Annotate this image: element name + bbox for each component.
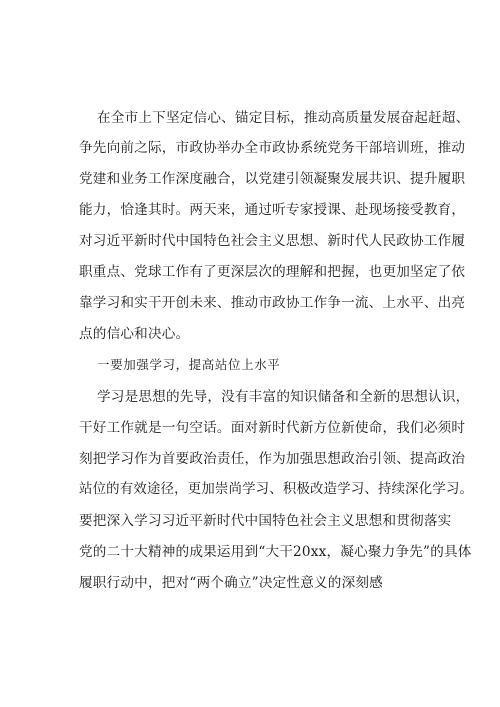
section-heading: 一要加强学习，提高站位上水平 <box>97 357 281 372</box>
paragraph-2-line: 站位的有效途径，更加崇尚学习、积极改造学习、持续深化学习。 <box>79 482 474 497</box>
paragraph-1-line: 在全市上下坚定信心、锚定目标，推动高质量发展奋起赶超、 <box>97 110 470 126</box>
paragraph-2-line: 刻把学习作为首要政治责任，作为加强思想政治引领、提高政治 <box>79 451 466 467</box>
paragraph-1-line: 点的信心和决心。 <box>79 326 190 342</box>
paragraph-2-line: 要把深入学习习近平新时代中国特色社会主义思想和贯彻落实 <box>79 513 452 529</box>
paragraph-1-line: 争先向前之际，市政协举办全市政协系统党务干部培训班，推动 <box>79 140 466 156</box>
paragraph-2-line: 履职行动中，把对“两个确立”决定性意义的深刻感 <box>79 575 383 591</box>
paragraph-2-line: 党的二十大精神的成果运用到“大干20xx，凝心聚力争先”的具体 <box>79 544 472 560</box>
paragraph-2-line: 干好工作就是一句空话。面对新时代新方位新使命，我们必须时 <box>79 420 466 436</box>
paragraph-1-line: 职重点、党球工作有了更深层次的理解和把握，也更加坚定了依 <box>79 264 466 280</box>
paragraph-1-line: 能力，恰逢其时。两天来，通过听专家授课、赴现场接受教育， <box>79 202 466 218</box>
paragraph-1-line: 靠学习和实干开创未来、推动市政协工作争一流、上水平、出亮 <box>79 295 466 311</box>
paragraph-1-line: 对习近平新时代中国特色社会主义思想、新时代人民政协工作履 <box>79 233 466 249</box>
paragraph-2-line: 学习是思想的先导，没有丰富的知识储备和全新的思想认识， <box>97 389 470 405</box>
paragraph-1-line: 党建和业务工作深度融合，以党建引领凝聚发展共识、提升履职 <box>79 171 466 187</box>
